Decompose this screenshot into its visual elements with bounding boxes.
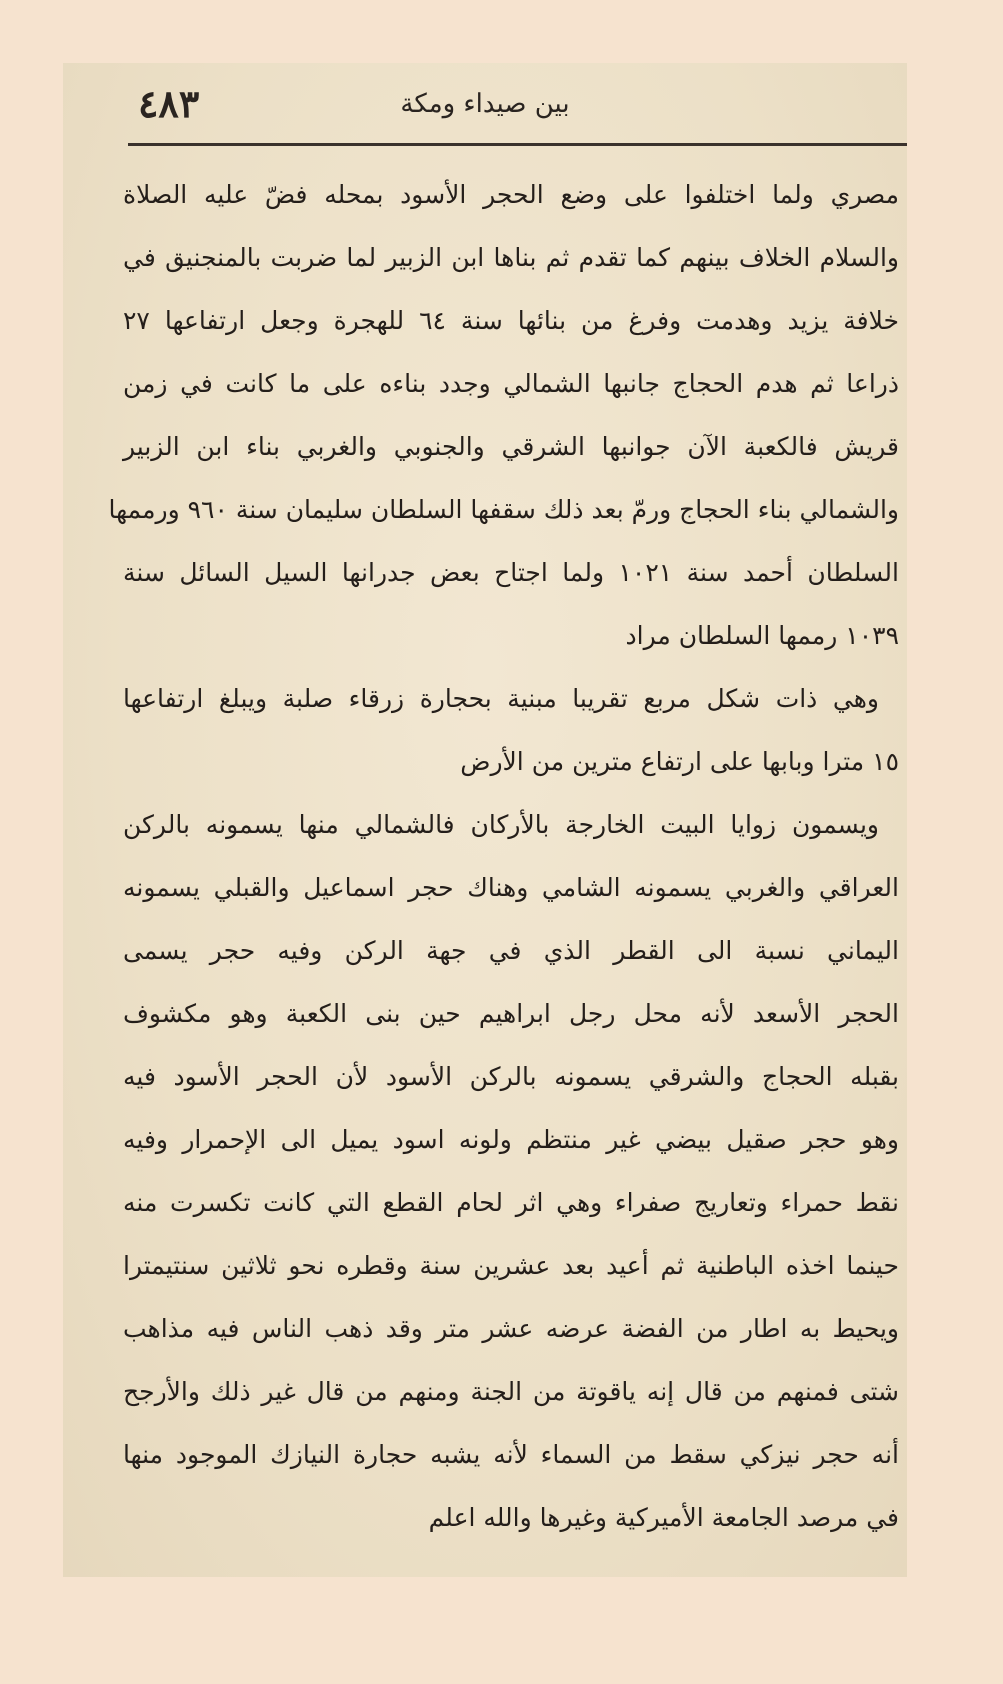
running-title: بين صيداء ومكة: [400, 89, 570, 119]
text-line: بقبله الحجاج والشرقي يسمونه بالركن الأسود لأن الحجر الأسود فيه: [123, 1062, 899, 1091]
text-line: ١٥ مترا وبابها على ارتفاع مترين من الأرض: [460, 747, 899, 776]
text-line: العراقي والغربي يسمونه الشامي وهناك حجر اسماعيل والقبلي يسمونه: [123, 873, 899, 902]
text-line: في مرصد الجامعة الأميركية وغيرها والله اعلم: [428, 1503, 899, 1532]
text-line: وهو حجر صقيل بيضي غير منتظم ولونه اسود يميل الى الإحمرار وفيه: [123, 1125, 899, 1154]
page-number: ٤٨٣: [138, 81, 200, 126]
text-line: مصري ولما اختلفوا على وضع الحجر الأسود بمحله فضّ عليه الصلاة: [123, 180, 899, 209]
text-line: ١٠٣٩ رممها السلطان مراد: [625, 621, 899, 650]
text-line: أنه حجر نيزكي سقط من السماء لأنه يشبه حجارة النيازك الموجود منها: [123, 1440, 899, 1469]
text-line: نقط حمراء وتعاريج صفراء وهي اثر لحام القطع التي كانت تكسرت منه: [123, 1188, 899, 1217]
page-header: [63, 81, 907, 131]
body-text: [108, 163, 899, 1549]
text-line: اليماني نسبة الى القطر الذي في جهة الركن وفيه حجر يسمى: [123, 936, 899, 965]
text-line: قريش فالكعبة الآن جوانبها الشرقي والجنوبي والغربي بناء ابن الزبير: [123, 432, 899, 461]
text-line: والشمالي بناء الحجاج ورمّ بعد ذلك سقفها السلطان سليمان سنة ٩٦٠ ورممها: [108, 495, 899, 524]
text-line: والسلام الخلاف بينهم كما تقدم ثم بناها ابن الزبير لما ضربت بالمنجنيق في: [123, 243, 899, 272]
text-line: السلطان أحمد سنة ١٠٢١ ولما اجتاح بعض جدرانها السيل السائل سنة: [123, 558, 899, 587]
text-line: شتى فمنهم من قال إنه ياقوتة من الجنة ومنهم من قال غير ذلك والأرجح: [123, 1377, 899, 1406]
header-rule: [128, 143, 907, 146]
book-page: [63, 63, 907, 1577]
text-line: ذراعا ثم هدم الحجاج جانبها الشمالي وجدد بناءه على ما كانت في زمن: [123, 369, 899, 398]
text-line: خلافة يزيد وهدمت وفرغ من بنائها سنة ٦٤ للهجرة وجعل ارتفاعها ٢٧: [123, 306, 899, 335]
text-line: وهي ذات شكل مربع تقريبا مبنية بحجارة زرقاء صلبة ويبلغ ارتفاعها: [123, 684, 879, 713]
text-line: ويسمون زوايا البيت الخارجة بالأركان فالشمالي منها يسمونه بالركن: [123, 810, 879, 839]
text-line: حينما اخذه الباطنية ثم أعيد بعد عشرين سنة وقطره نحو ثلاثين سنتيمترا: [123, 1251, 899, 1280]
text-line: الحجر الأسعد لأنه محل رجل ابراهيم حين بنى الكعبة وهو مكشوف: [123, 999, 899, 1028]
text-line: ويحيط به اطار من الفضة عرضه عشر متر وقد ذهب الناس فيه مذاهب: [123, 1314, 899, 1343]
